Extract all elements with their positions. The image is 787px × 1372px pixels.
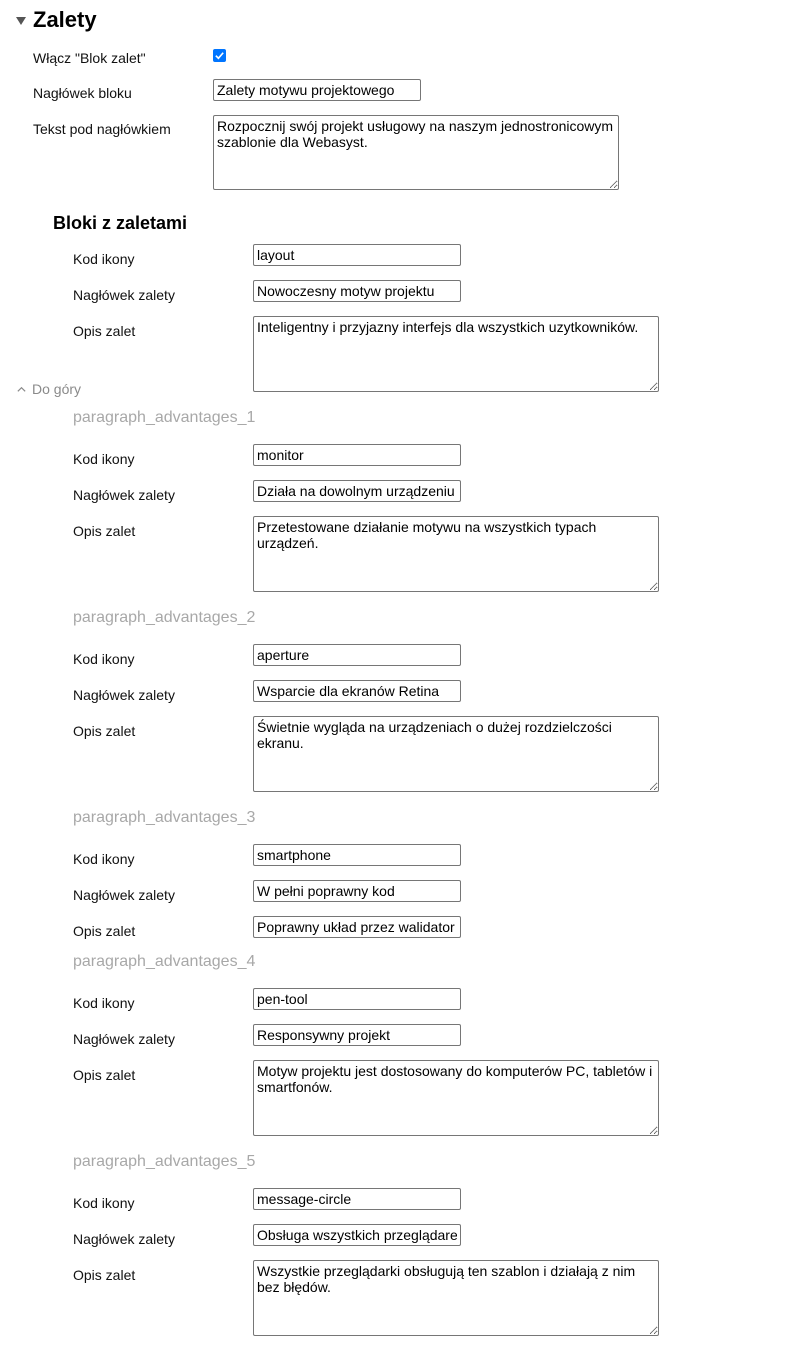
advantage-desc-input[interactable] — [253, 916, 461, 938]
advantage-desc-textarea[interactable] — [253, 516, 659, 592]
checkmark-icon — [214, 50, 225, 61]
back-to-top-link[interactable] — [16, 381, 81, 397]
section-toggle[interactable] — [16, 6, 97, 34]
advantage-desc-textarea[interactable] — [253, 316, 659, 392]
icon-code-input[interactable] — [253, 1188, 461, 1210]
advantage-heading-input[interactable] — [253, 280, 461, 302]
block-text-textarea[interactable] — [213, 115, 619, 190]
advantage-heading-label: Nagłówek zalety — [73, 287, 175, 303]
advantage-heading-label: Nagłówek zalety — [73, 687, 175, 703]
section-title: Zalety — [33, 7, 97, 32]
advantage-desc-label: Opis zalet — [73, 523, 136, 539]
block-heading-input[interactable] — [213, 79, 421, 101]
advantage-desc-label: Opis zalet — [73, 723, 136, 739]
advantage-blocks-title: Bloki z zaletami — [53, 213, 188, 233]
advantage-heading-input[interactable] — [253, 880, 461, 902]
block-text-label: Tekst pod nagłówkiem — [33, 121, 171, 137]
triangle-down-icon[interactable] — [16, 17, 26, 25]
icon-code-label: Kod ikony — [73, 451, 135, 467]
icon-code-label: Kod ikony — [73, 995, 135, 1011]
advantage-desc-textarea[interactable] — [253, 1060, 659, 1136]
advantage-heading-input[interactable] — [253, 680, 461, 702]
advantage-heading-label: Nagłówek zalety — [73, 487, 175, 503]
advantage-heading-input[interactable] — [253, 1024, 461, 1046]
advantage-desc-label: Opis zalet — [73, 323, 136, 339]
advantage-heading-label: Nagłówek zalety — [73, 887, 175, 903]
paragraph-name: paragraph_advantages_5 — [73, 1153, 256, 1170]
icon-code-input[interactable] — [253, 988, 461, 1010]
advantage-heading-label: Nagłówek zalety — [73, 1031, 175, 1047]
advantage-desc-label: Opis zalet — [73, 923, 136, 939]
enable-label: Włącz "Blok zalet" — [33, 50, 146, 66]
chevron-up-icon — [16, 384, 27, 395]
paragraph-name: paragraph_advantages_4 — [73, 953, 256, 970]
icon-code-input[interactable] — [253, 844, 461, 866]
icon-code-label: Kod ikony — [73, 251, 135, 267]
advantage-desc-label: Opis zalet — [73, 1267, 136, 1283]
advantage-desc-textarea[interactable] — [253, 716, 659, 792]
icon-code-label: Kod ikony — [73, 851, 135, 867]
paragraph-name: paragraph_advantages_1 — [73, 409, 256, 426]
icon-code-label: Kod ikony — [73, 651, 135, 667]
icon-code-input[interactable] — [253, 444, 461, 466]
block-heading-label: Nagłówek bloku — [33, 85, 132, 101]
icon-code-input[interactable] — [253, 644, 461, 666]
icon-code-label: Kod ikony — [73, 1195, 135, 1211]
icon-code-input[interactable] — [253, 244, 461, 266]
paragraph-name: paragraph_advantages_2 — [73, 609, 256, 626]
paragraph-name: paragraph_advantages_3 — [73, 809, 256, 826]
advantage-desc-label: Opis zalet — [73, 1067, 136, 1083]
back-to-top-label: Do góry — [32, 381, 82, 397]
advantage-heading-input[interactable] — [253, 480, 461, 502]
advantage-heading-label: Nagłówek zalety — [73, 1231, 175, 1247]
advantage-heading-input[interactable] — [253, 1224, 461, 1246]
advantage-desc-textarea[interactable] — [253, 1260, 659, 1336]
enable-checkbox[interactable] — [213, 49, 226, 62]
